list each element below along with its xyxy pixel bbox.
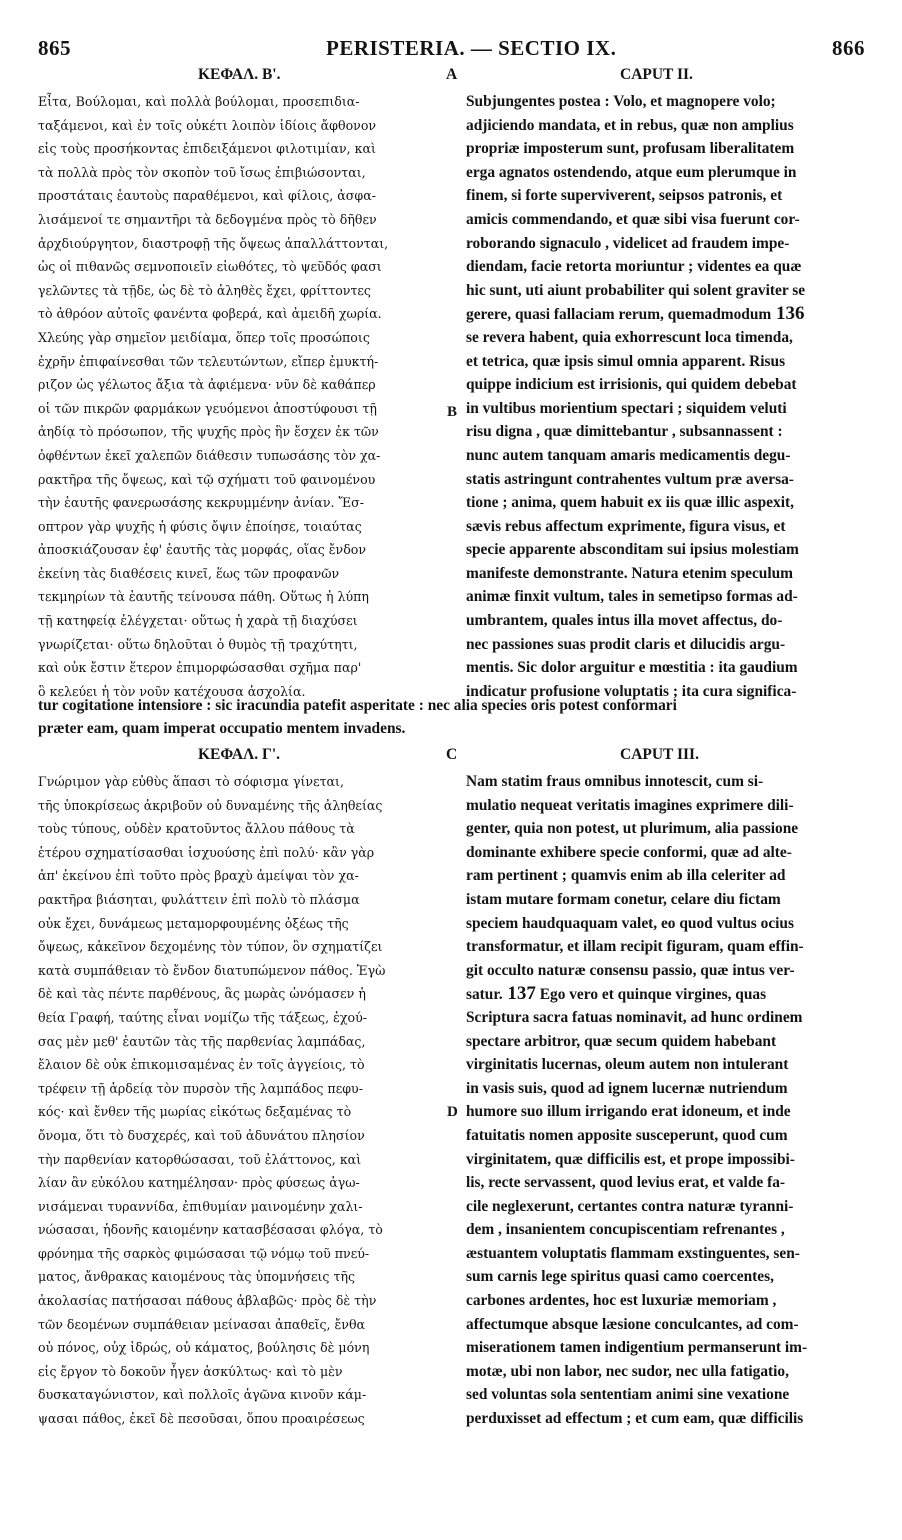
latin-text-line: roborando signaculo , videlicet ad fraudem impe- (466, 234, 790, 252)
greek-text-line: γνωρίζεται· οὕτω δηλοῦται ὁ θυμὸς τῇ τραχύτητι, (38, 636, 358, 652)
full-width-line-1: tur cogitatione intensiore : sic iracundia patefit asperitate : nec alia species oris potest conformari (38, 697, 677, 714)
greek-text-line: δὲ καὶ τὰς πέντε παρθένους, ἃς μωρὰς ὠνόμασεν ἡ (38, 986, 366, 1002)
latin-text-line: sævis rebus affectum exprimente, figura visus, et (466, 517, 786, 535)
latin-text-line: dominante exhibere specie conformi, quæ ad alte- (466, 843, 792, 861)
greek-text-line: ὀφθέντων ἐκεῖ χαλεπῶν διάθεσιν τυπωσάσης τὸν χα- (38, 447, 381, 463)
greek-text-line: οπτρον γὰρ ψυχῆς ἡ φύσις ὄψιν ἐποίησε, τοιαύτας (38, 518, 362, 534)
greek-text-line: τὴν ἑαυτῆς φανερωσάσης κεκρυμμένην ἀνίαν. Ἔσ- (38, 495, 365, 511)
greek-text-line: ἀρχδιούργητον, διαστροφῇ τῆς ὄψεως ἀπαλλάττονται, (38, 235, 389, 251)
latin-text-line: mentis. Sic dolor arguitur e mœstitia : ita gaudium (466, 659, 798, 677)
full-width-line-2: præter eam, quam imperat occupatio mentem invadens. (38, 720, 406, 737)
greek-text-line: λίαν ἂν εὐκόλου κατημέλησαν· πρὸς φύσεως ἀγω- (38, 1175, 360, 1191)
greek-text-line: τῆς ὑποκρίσεως ἀκριβοῦν οὐ δυναμένης τῆς ἀληθείας (38, 797, 383, 813)
greek-text-line: καὶ οὐκ ἔστιν ἕτερον ἐπιμορφώσασθαι σχῆμα παρ' (38, 660, 362, 676)
latin-text-line: animæ finxit vultum, tales in semetipso formas ad- (466, 588, 798, 606)
greek-text-line: ψασαι πάθος, ἐκεῖ δὲ πεσοῦσαι, ὅπου προαιρέσεως (38, 1411, 365, 1427)
latin-text-line: cile neglexerunt, certantes contra naturæ tyranni- (466, 1197, 794, 1215)
page-number-right: 866 (832, 36, 865, 60)
latin-text-line: fatuitatis nomen apposite susceperunt, quod cum (466, 1126, 788, 1144)
greek-text-line: τεκμηρίων τὰ ἑαυτῆς τείνουσα πάθη. Οὕτως ἡ λύπη (38, 589, 369, 605)
line-continuation: Ego vero et quinque virgines, quas (535, 986, 767, 1004)
greek-text-line: κατὰ συμπάθειαν τὸ ἔνδον διατυπώμενον πάθος. Ἐγὼ (38, 962, 386, 978)
latin-text-line: miserationem tamen indigentium permanserunt im- (466, 1339, 808, 1357)
latin-text-line: indicatur profusione voluptatis ; ita cura significa- (466, 682, 797, 700)
latin-text-line: mulatio nequeat veritatis imagines exprimere dili- (466, 796, 794, 814)
greek-text-line: προστάταις ἑαυτοὺς παραθέμενοι, καὶ φίλοις, ἀσφα- (38, 188, 376, 204)
greek-text-line: ἑτέρου σχηματίσασθαι ἰσχυούσης ἐπὶ πολύ· κἂν γὰρ (38, 844, 375, 860)
greek-text-line: τῶν δεομένων συμπάθειαν μείνασαι ἀπαθεῖς, ἔνθα (38, 1316, 366, 1332)
greek-text-line: ρακτῆρα βιάσηται, φυλάττειν ἐπὶ πολὺ τὸ πλάσμα (38, 891, 360, 907)
latin-text-line: transformatur, et illam recipit figuram, quam effin- (466, 938, 804, 956)
latin-text-line: quippe indicium est irrisionis, qui quidem debebat (466, 376, 797, 394)
greek-text-line: Χλεύης γὰρ σημεῖον μειδίαμα, ὅπερ τοῖς προσώποις (38, 329, 370, 345)
page-number-left: 865 (38, 36, 71, 60)
greek-text-line: ματος, ἄνθρακας καιομένους τὰς ὑπομνήσεις τῆς (38, 1269, 356, 1285)
greek-text-line: δυσκαταγώνιστον, καὶ πολλοῖς ἀγῶνα κινοῦν κάμ- (38, 1387, 367, 1403)
greek-text-line: ὄψεως, κἀκεῖνον δεχομένης τὸν τύπον, ὃν σχηματίζει (38, 939, 383, 955)
greek-text-line: εἰς ἔργον τὸ δοκοῦν ἦγεν ἀσκύλτως· καὶ τὸ μὲν (38, 1363, 343, 1379)
marker-b: B (447, 404, 458, 420)
greek-text-line: οὐκ ἔχει, δυνάμεως μεταμορφουμένης ὀξέως τῆς (38, 915, 349, 931)
latin-text-line: diendam, facie retorta moriuntur ; videntes ea quæ (466, 258, 802, 276)
marker-a: A (446, 66, 458, 83)
latin-text-line: in vultibus morientium spectari ; siquidem veluti (466, 399, 787, 417)
latin-text-line: genter, quia non potest, ut plurimum, alia passione (466, 820, 799, 838)
latin-text-line: sed voluntas sola sententiam animi sine vexatione (466, 1386, 790, 1404)
latin-text-line: speciem haudquaquam valet, eo quod vultus ocius (466, 914, 794, 932)
latin-text-line: gerere, quasi fallaciam rerum, quemadmodum 136 (466, 303, 805, 325)
greek-text-line: ἔλαιον δὲ οὐκ ἐπικομισαμένας ἐν τοῖς ἀγγείοις, τὸ (38, 1057, 365, 1073)
latin-text-line: hic sunt, uti aiunt probabiliter qui solent graviter se (466, 281, 806, 299)
greek-text-line: Εἶτα, Βούλομαι, καὶ πολλὰ βούλομαι, προσεπιδια- (38, 94, 360, 109)
latin-text-line: erga agnatos ostendendo, atque eum plerumque in (466, 163, 797, 181)
greek-text-line: ταξάμενοι, καὶ ἐν τοῖς οὐκέτι λοιπὸν ἰδίοις ἄφθονον (38, 117, 377, 133)
latin-text-line: virginitatis lucernas, oleum autem non intulerant (466, 1056, 789, 1074)
greek-text-line: σας μὲν μεθ' ἑαυτῶν τὰς τῆς παρθενίας λαμπάδας, (38, 1033, 366, 1049)
greek-text-line: ἀκολασίας πατήσασαι πάθους ἀβλαβῶς· πρὸς δὲ τὴν (38, 1293, 377, 1309)
latin-text-line: adjiciendo mandata, et in rebus, quæ non amplius (466, 116, 794, 134)
greek-text-line: τρέφειν τῇ ἀρδείᾳ τὸν πυρσὸν τῆς λαμπάδος πεφυ- (38, 1080, 363, 1096)
latin-chapter-heading-2: CAPUT II. (620, 66, 693, 83)
greek-text-line: εἰς τοὺς προσήκοντας ἐπιδειξάμενοι φιλοτιμίαν, καὶ (38, 141, 376, 157)
latin-column-section-1 (466, 90, 866, 703)
latin-text-line: in vasis suis, quod ad ignem lucernæ nutriendum (466, 1079, 788, 1097)
latin-text-line: dem , insanientem concupiscentiam refrenantes , (466, 1221, 785, 1239)
greek-text-line: τοὺς τύπους, οὐδὲν κρατοῦντος ἄλλου πάθους τὰ (38, 821, 355, 837)
greek-text-line: ρακτῆρα τῆς ὄψεως, καὶ τῷ σχήματι τοῦ φαινομένου (38, 471, 376, 487)
latin-text-line: Scriptura sacra fatuas nominavit, ad hunc ordinem (466, 1008, 803, 1026)
latin-text-line: Subjungentes postea : Volo, et magnopere volo; (466, 93, 776, 110)
latin-chapter-heading-3: CAPUT III. (620, 746, 699, 763)
latin-text-line: sum carnis lege spiritus quasi camo coercentes, (466, 1268, 774, 1286)
latin-text-line: carbones ardentes, hoc est luxuriæ memoriam , (466, 1292, 777, 1310)
greek-column-section-1 (38, 90, 448, 703)
latin-text-line: amicis commendando, et quæ sibi visa fuerunt cor- (466, 210, 800, 228)
greek-text-line: γελῶντες τὰ τῇδε, ὡς δὲ τὸ ἀληθὲς ἔχει, φρίττοντες (38, 282, 371, 298)
greek-text-line: νισάμεναι τυραννίδα, ἐπιθυμίαν μαινομένην χαλι- (38, 1198, 363, 1214)
latin-text-line: manifeste demonstrante. Natura etenim speculum (466, 564, 794, 582)
latin-text-line: Nam statim fraus omnibus innotescit, cum si- (466, 773, 764, 790)
greek-text-line: οὐ πόνος, οὐχ ἱδρώς, οὐ κάματος, βούλησις δὲ μόνη (38, 1340, 370, 1356)
latin-text-line: ram pertinent ; quamvis enim ab illa celeriter ad (466, 867, 786, 885)
latin-text-line: perduxisset ad effectum ; et cum eam, quæ difficilis (466, 1410, 804, 1428)
latin-text-line: motæ, ubi non labor, nec sudor, nec ulla fatigatio, (466, 1362, 789, 1380)
latin-text-line: lis, recte servassent, quod levius erat, et valde fa- (466, 1174, 786, 1192)
latin-text-line: specie apparente absconditam sui ipsius molestiam (466, 541, 799, 559)
running-title: PERISTERIA. — SECTIO IX. (326, 36, 617, 60)
marker-c: C (446, 746, 458, 763)
greek-text-line: τὰ πολλὰ πρὸς τὸν σκοπὸν τοῦ ἴσως ἐπιβιώσονται, (38, 164, 366, 180)
greek-text-line: ριζον ὡς γέλωτος ἄξια τὰ ἀφιέμενα· νῦν δὲ καθάπερ (38, 377, 376, 393)
greek-text-line: ὄνομα, ὅτι τὸ δυσχερές, καὶ τοῦ ἀδυνάτου πλησίον (38, 1127, 365, 1143)
latin-text-line: nec passiones suas prodit claris et dilucidis argu- (466, 635, 786, 653)
greek-text-line: ἀηδίᾳ τὸ πρόσωπον, τῆς ψυχῆς πρὸς ἣν ἔσχεν ἐκ τῶν (38, 424, 379, 440)
greek-text-line: λισάμενοί τε σημαντῆρι τὰ δεδογμένα πρὸς τὸ δῆθεν (38, 211, 377, 227)
greek-text-line: ἐκείνη τὰς διαθέσεις κινεῖ, ἕως τῶν προφανῶν (38, 565, 340, 581)
greek-column-section-2 (38, 770, 448, 1431)
latin-text-line: et tetrica, quæ ipsis simul omnia apparent. Risus (466, 352, 786, 370)
greek-text-line: ὡς οἱ πιθανῶς σεμνοποιεῖν εἰωθότες, τὸ ψεῦδός φασι (38, 259, 382, 275)
greek-text-line: ἀποσκιάζουσαν ἐφ' ἑαυτῆς τὰς μορφάς, οἵας ἔνδον (38, 542, 367, 558)
greek-chapter-heading-2: ΚΕΦΑΛ. Β'. (198, 66, 281, 83)
greek-text-line: οἱ τῶν πικρῶν φαρμάκων γευόμενοι ἀποστύφουσι τῇ (38, 400, 377, 416)
latin-text-line: risu digna , quæ dimittebantur , subsannassent : (466, 423, 783, 441)
latin-text-line: spectare arbitror, quæ secum quidem habebant (466, 1032, 777, 1050)
greek-text-line: ἀπ' ἐκείνου ἐπὶ τοῦτο πρὸς βραχὺ ἀμείψαι τὸν χα- (38, 868, 359, 884)
marker-d: D (447, 1104, 458, 1120)
greek-text-line: θεία Γραφή, ταύτης εἶναι νομίζω τῆς τάξεως, ἐχού- (38, 1009, 367, 1025)
latin-text-line: statis astringunt contrahentes vultum præ aversa- (466, 470, 794, 488)
greek-text-line: φρόνημα τῆς σαρκὸς φιμώσασαι τῷ νόμῳ τοῦ πνεύ- (38, 1245, 370, 1261)
latin-text-line: nunc autem tanquam amaris medicamentis degu- (466, 446, 791, 464)
latin-text-line: satur. 137 Ego vero et quinque virgines, quas (466, 983, 767, 1005)
latin-text-line: virginitatem, quæ difficilis est, et prope impossibi- (466, 1150, 795, 1168)
greek-text-line: τὸ ἀθρόον αὐτοῖς φανέντα φοβερά, καὶ ἀμειδῆ χωρία. (38, 306, 382, 322)
greek-text-line: νώσασαι, ἡδονῆς καιομένην κατασβέσασαι φλόγα, τὸ (38, 1222, 383, 1238)
greek-text-line: ἐχρῆν ἐπιφαίνεσθαι τῶν τελευτώντων, εἴπερ ἐμυκτή- (38, 353, 379, 369)
latin-text-line: tione ; anima, quem habuit ex iis quæ illic aspexit, (466, 494, 794, 512)
greek-text-line: Γνώριμον γὰρ εὐθὺς ἅπασι τὸ σόφισμα γίνεται, (38, 774, 345, 789)
margin-column-number: 137 (502, 983, 536, 1005)
latin-text-line: propriæ imposterum sunt, profusam liberalitatem (466, 140, 795, 158)
latin-text-line: umbrantem, quales intus illa movet affectus, do- (466, 612, 783, 630)
latin-text-line: æstuantem voluptatis flammam exstinguentes, sen- (466, 1244, 800, 1262)
latin-column-section-2 (466, 770, 866, 1431)
greek-text-line: τὴν παρθενίαν κατορθώσασαι, τοῦ ἐλάττονος, καὶ (38, 1151, 362, 1167)
greek-text-line: κός· καὶ ἔνθεν τῆς μωρίας εἰκότως δεξαμένας τὸ (38, 1104, 352, 1120)
latin-text-line: humore suo illum irrigando erat idoneum, et inde (466, 1103, 791, 1121)
greek-chapter-heading-3: ΚΕΦΑΛ. Γ'. (198, 746, 280, 763)
margin-column-number: 136 (771, 303, 805, 325)
greek-text-line: ὃ κελεύει ἡ τὸν νοῦν κατέχουσα ἀσχολία. (38, 683, 306, 699)
greek-text-line: τῇ κατηφείᾳ ἐλέγχεται· οὕτως ἡ χαρὰ τῇ διαχύσει (38, 613, 358, 629)
latin-text-line: affectumque absque læsione conculcantes, ad com- (466, 1315, 799, 1333)
latin-text-line: finem, si forte superviverent, seipsos patronis, et (466, 187, 783, 205)
latin-text-line: istam mutare formam conetur, celare diu fictam (466, 890, 781, 908)
latin-text-line: se revera habent, quia exhorrescunt loca timenda, (466, 328, 793, 346)
latin-text-line: git occulto naturæ consensu passio, quæ intus ver- (466, 961, 795, 979)
